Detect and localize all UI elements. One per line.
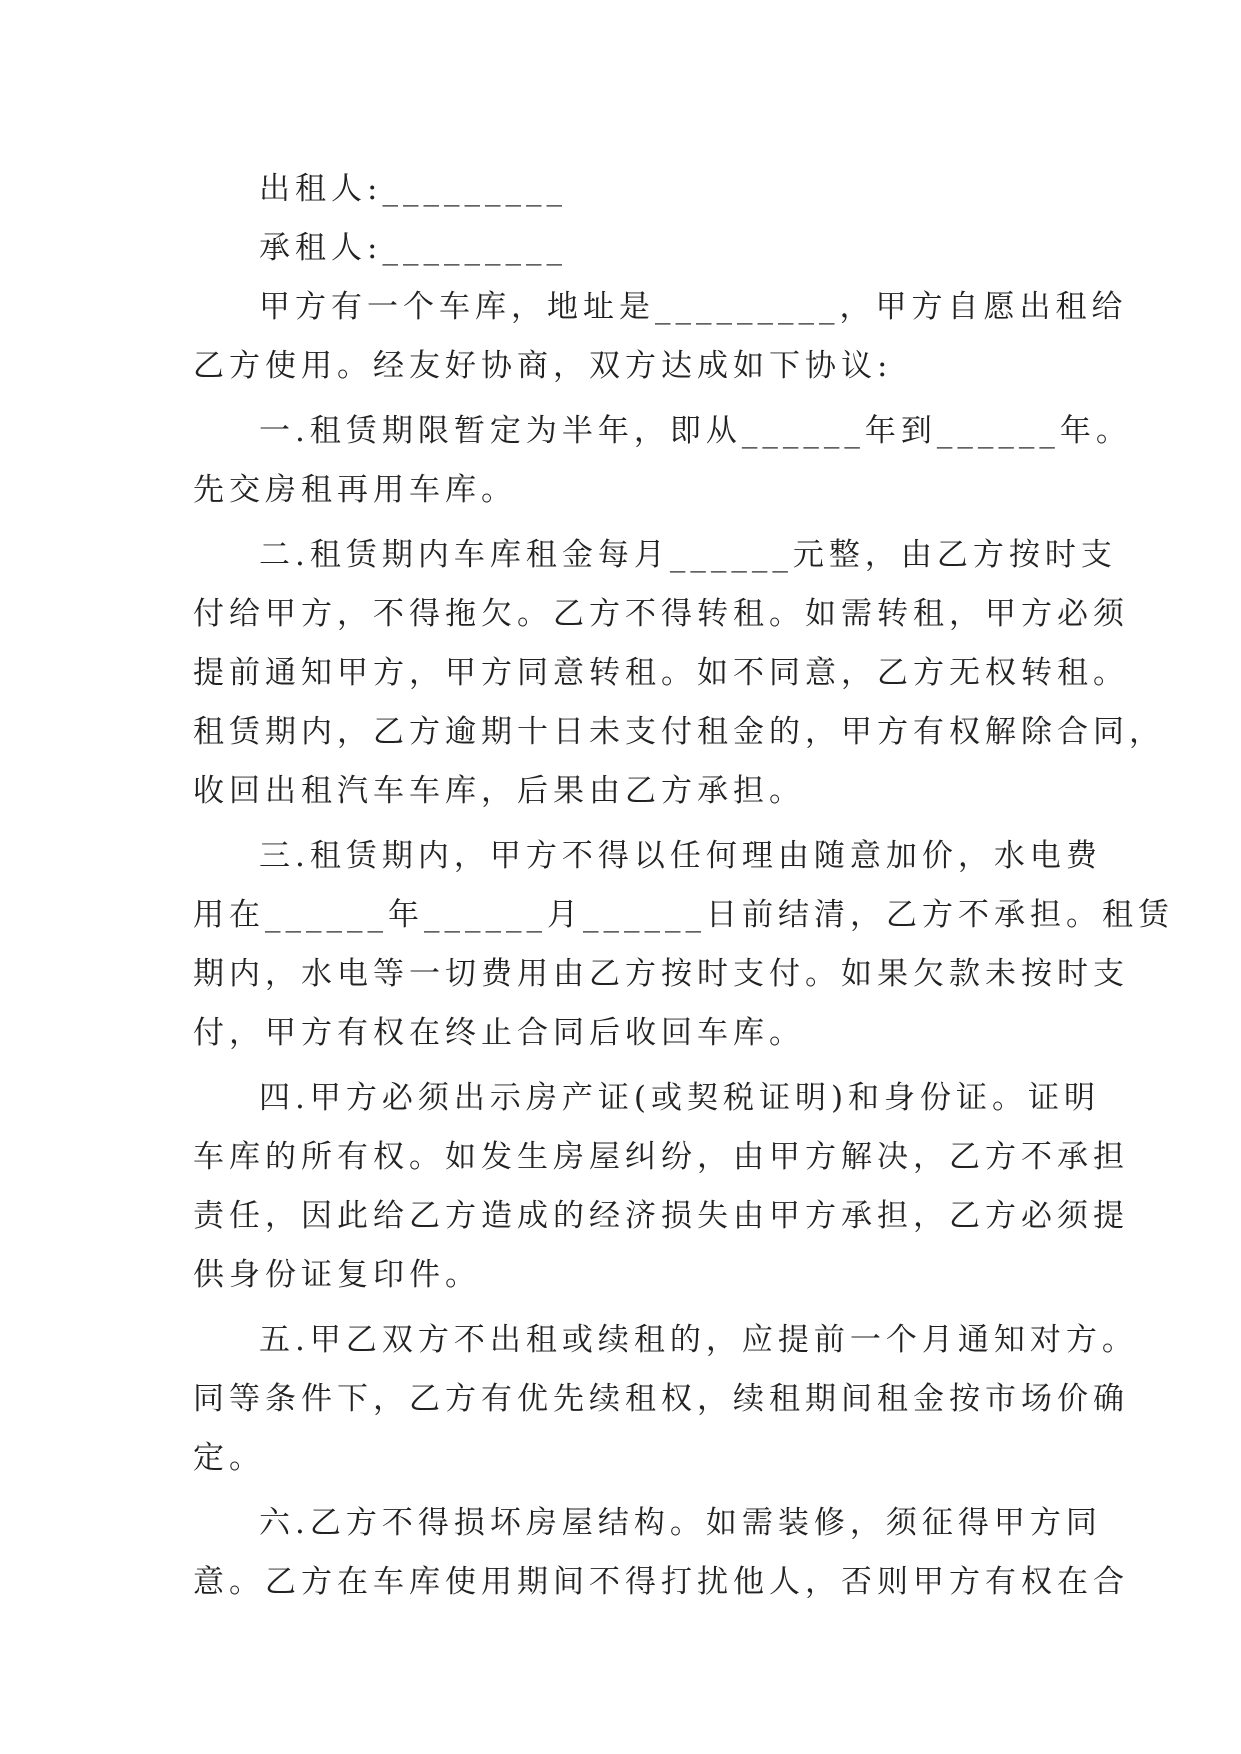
- clause-6-line: 意。乙方在车库使用期间不得打扰他人，否则甲方有权在合: [193, 1564, 1129, 1600]
- clause-1-line: 先交房租再用车库。: [193, 472, 517, 508]
- clause-3-line: 三.租赁期内，甲方不得以任何理由随意加价，水电费: [259, 838, 1102, 874]
- clause-4-line: 车库的所有权。如发生房屋纠纷，由甲方解决，乙方不承担: [193, 1139, 1129, 1175]
- clause-5-line: 五.甲乙双方不出租或续租的，应提前一个月通知对方。: [259, 1322, 1138, 1358]
- intro-paragraph-line: 甲方有一个车库，地址是_________，甲方自愿出租给: [259, 289, 1128, 325]
- clause-6-line: 六.乙方不得损坏房屋结构。如需装修，须征得甲方同: [259, 1505, 1102, 1541]
- clause-2-line: 付给甲方，不得拖欠。乙方不得转租。如需转租，甲方必须: [193, 596, 1129, 632]
- clause-4-line: 供身份证复印件。: [193, 1257, 481, 1293]
- lessor-line: 出租人:_________: [259, 171, 567, 207]
- clause-2-line: 收回出租汽车车库，后果由乙方承担。: [193, 773, 805, 809]
- clause-3-line: 期内，水电等一切费用由乙方按时支付。如果欠款未按时支: [193, 956, 1129, 992]
- lessee-line: 承租人:_________: [259, 230, 567, 266]
- clause-5-line: 定。: [193, 1440, 265, 1476]
- clause-2-line: 租赁期内，乙方逾期十日未支付租金的，甲方有权解除合同，: [193, 714, 1165, 750]
- clause-4-line: 责任，因此给乙方造成的经济损失由甲方承担，乙方必须提: [193, 1198, 1129, 1234]
- clause-2-line: 提前通知甲方，甲方同意转租。如不同意，乙方无权转租。: [193, 655, 1129, 691]
- clause-1-line: 一.租赁期限暂定为半年，即从______年到______年。: [259, 413, 1132, 449]
- clause-3-line: 付，甲方有权在终止合同后收回车库。: [193, 1015, 805, 1051]
- intro-paragraph-line: 乙方使用。经友好协商，双方达成如下协议:: [193, 348, 893, 384]
- clause-5-line: 同等条件下，乙方有优先续租权，续租期间租金按市场价确: [193, 1381, 1129, 1417]
- clause-2-line: 二.租赁期内车库租金每月______元整，由乙方按时支: [259, 537, 1117, 573]
- clause-3-line: 用在______年______月______日前结清，乙方不承担。租赁: [193, 897, 1174, 933]
- contract-body: [193, 160, 1174, 1612]
- clause-4-line: 四.甲方必须出示房产证(或契税证明)和身份证。证明: [259, 1080, 1101, 1116]
